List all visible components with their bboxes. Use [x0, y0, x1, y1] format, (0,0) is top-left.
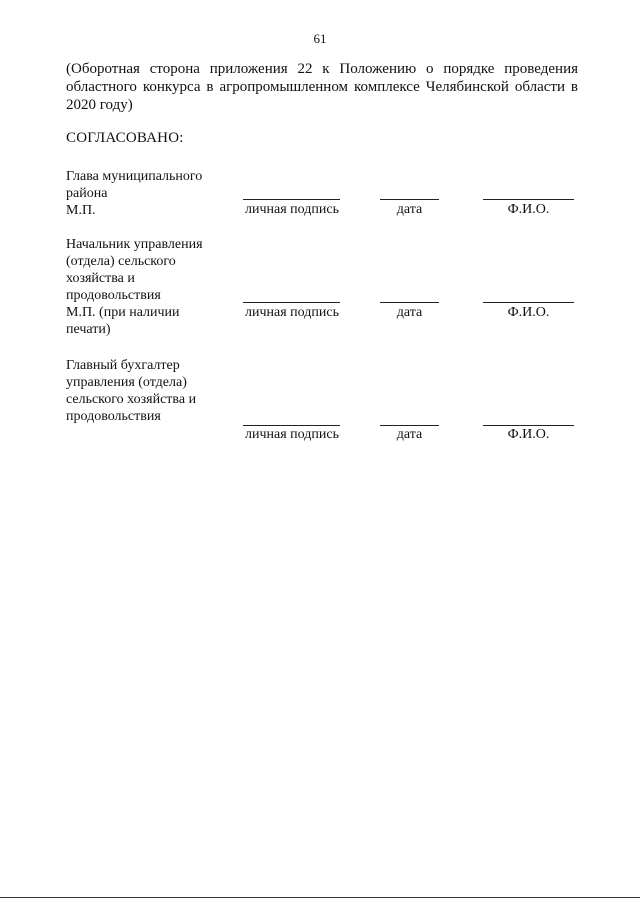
signatory-role [66, 236, 226, 338]
role-line: Начальник управления [66, 237, 203, 252]
date-line [380, 425, 439, 426]
signature-line [243, 302, 340, 303]
role-line: управления (отдела) [66, 375, 187, 390]
role-line: Глава муниципального [66, 169, 203, 184]
name-line [483, 425, 574, 426]
footer-rule [0, 897, 640, 898]
signature-label: личная подпись [245, 427, 339, 442]
role-line: продовольствия [66, 288, 161, 303]
signatory-role [66, 357, 226, 425]
role-line: печати) [66, 322, 111, 337]
role-line: Главный бухгалтер [66, 358, 180, 373]
intro-paragraph: (Оборотная сторона приложения 22 к Положению о порядке проведения областного конкурса в агропромышленном комплексе Челябинской области в 2020 году) [66, 61, 578, 113]
date-line [380, 199, 439, 200]
name-label: Ф.И.О. [507, 202, 550, 217]
role-line: сельского хозяйства и [66, 392, 197, 407]
name-label: Ф.И.О. [507, 427, 550, 442]
signature-label: личная подпись [245, 305, 339, 320]
role-line: продовольствия [66, 409, 161, 424]
signature-line [243, 199, 340, 200]
role-line: района [66, 186, 108, 201]
page-number: 61 [313, 31, 327, 46]
date-label: дата [396, 427, 423, 442]
name-label: Ф.И.О. [507, 305, 550, 320]
date-label: дата [396, 305, 423, 320]
role-line: хозяйства и [66, 271, 135, 286]
role-line: М.П. [66, 203, 96, 218]
name-line [483, 302, 574, 303]
date-line [380, 302, 439, 303]
date-label: дата [396, 202, 423, 217]
approved-heading: СОГЛАСОВАНО: [66, 130, 184, 146]
signatory-role [66, 168, 226, 219]
name-line [483, 199, 574, 200]
signature-label: личная подпись [245, 202, 339, 217]
role-line: (отдела) сельского [66, 254, 176, 269]
role-line: М.П. (при наличии [66, 305, 180, 320]
signature-line [243, 425, 340, 426]
